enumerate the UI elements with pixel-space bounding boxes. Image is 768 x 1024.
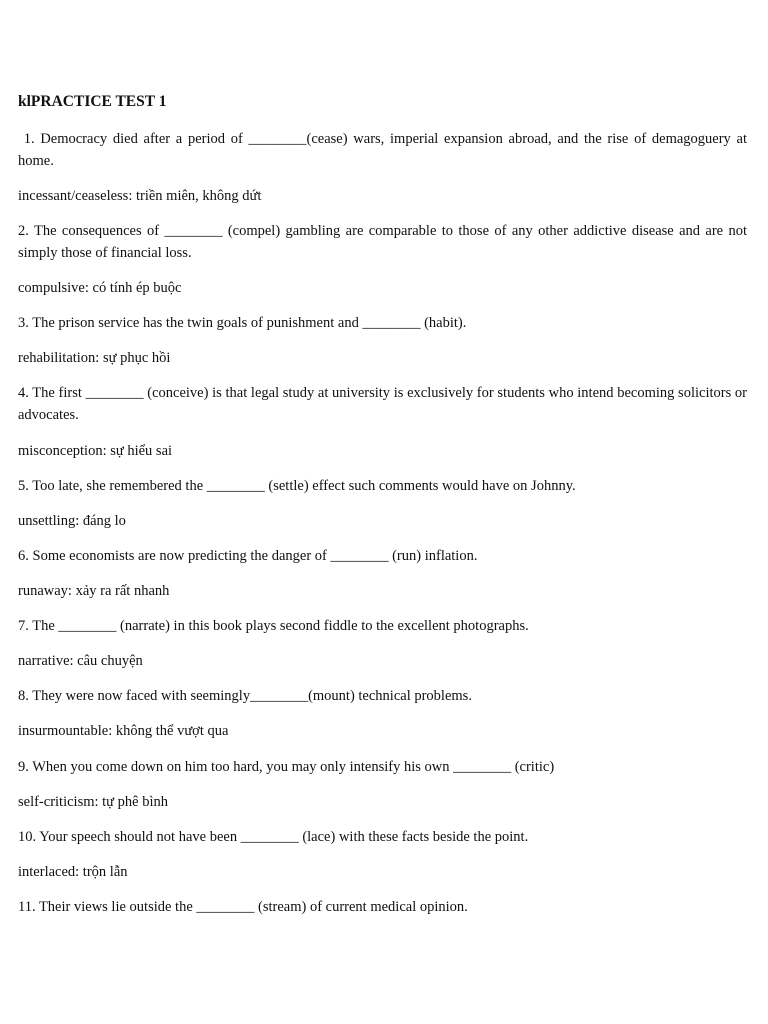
question-3: 3. The prison service has the twin goals of punishment and ________ (habit).: [18, 315, 467, 331]
answer-5: unsettling: đáng lo: [18, 513, 126, 529]
answer-2: compulsive: có tính ép buộc: [18, 280, 182, 296]
question-7: 7. The ________ (narrate) in this book plays second fiddle to the excellent photographs.: [18, 618, 529, 634]
answer-9: self-criticism: tự phê bình: [18, 794, 169, 810]
answer-4: misconception: sự hiểu sai: [18, 443, 173, 459]
document-page: [18, 0, 747, 1024]
answer-10: interlaced: trộn lẫn: [18, 864, 128, 880]
answer-1: incessant/ceaseless: triền miên, không dứt: [18, 188, 262, 204]
question-6: 6. Some economists are now predicting the danger of ________ (run) inflation.: [18, 548, 478, 564]
question-5: 5. Too late, she remembered the ________ (settle) effect such comments would have on Johnny.: [18, 478, 576, 494]
answer-7: narrative: câu chuyện: [18, 653, 143, 669]
question-2: 2. The consequences of ________ (compel) gambling are comparable to those of any other addictive disease and are not simply those of financial loss.: [18, 223, 747, 261]
page-title: klPRACTICE TEST 1: [18, 93, 167, 110]
answer-8: insurmountable: không thể vượt qua: [18, 723, 229, 739]
question-4: 4. The first ________ (conceive) is that legal study at university is exclusively for students who intend becoming solicitors or advocates.: [18, 385, 747, 423]
answer-3: rehabilitation: sự phục hồi: [18, 350, 171, 366]
question-9: 9. When you come down on him too hard, you may only intensify his own ________ (critic): [18, 759, 555, 775]
question-11: 11. Their views lie outside the ________ (stream) of current medical opinion.: [18, 899, 468, 915]
answer-6: runaway: xảy ra rất nhanh: [18, 583, 170, 599]
question-8: 8. They were now faced with seemingly________(mount) technical problems.: [18, 688, 472, 704]
question-1: 1. Democracy died after a period of ________(cease) wars, imperial expansion abroad, and the rise of demagoguery at home.: [18, 131, 747, 169]
question-10: 10. Your speech should not have been ________ (lace) with these facts beside the point.: [18, 829, 529, 845]
